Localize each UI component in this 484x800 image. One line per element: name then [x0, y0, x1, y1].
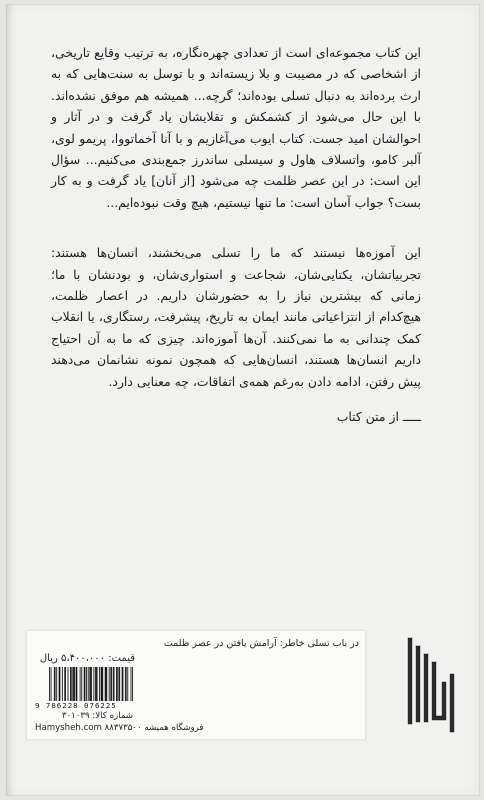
item-code: شماره کالا: ۳۰۱۰۳۹	[61, 711, 133, 721]
barcode-bar	[85, 667, 86, 701]
publisher-logo-icon	[404, 626, 464, 730]
barcode-bar	[123, 667, 124, 701]
barcode-bar	[76, 667, 77, 701]
blurb-paragraph-1: این کتاب مجموعه‌ای است از تعدادی چهره‌نگاره، به ترتیب وقایع تاریخی، از اشخاصی که در مصیبت و بلا زیسته‌اند و با توسل به سنت‌هایی که به ارث برده‌اند به دنبال تسلی بوده‌اند؛ گرچه... همیشه هم موفق نشده‌اند. با این حال می‌شود از کشمکش و تقلایشان یاد گرفت و در آثار و احوالشان امید جست. کتاب ایوب می‌آغازیم و با آنا آخماتووا، پریمو لوی، آلبر کامو، واتسلاف هاول و سیسلی ساندرز جمع‌بندی می‌کنیم... سؤال این است: در این عصر ظلمت چه می‌شود [از آنان] یاد گرفت و به کار بست؟ جواب آسان است: ما تنها نیستیم، هیچ وقت نبوده‌ایم...	[51, 45, 421, 210]
barcode-bar	[122, 667, 123, 701]
barcode-bar	[110, 667, 111, 701]
barcode-bar	[71, 667, 72, 701]
blurb-text	[51, 42, 421, 428]
barcode-bar	[132, 667, 133, 701]
barcode-bar	[86, 667, 87, 701]
barcode-bar	[65, 667, 66, 701]
barcode-bar	[106, 667, 107, 701]
barcode-bar	[51, 667, 52, 701]
barcode-bar	[80, 667, 81, 701]
sticker-book-title: در باب تسلی خاطر: آرامش یافتن در عصر ظلمت	[163, 638, 359, 649]
barcode-bar	[125, 667, 126, 701]
barcode-bar	[131, 667, 132, 701]
barcode-bar	[101, 667, 102, 701]
barcode-bar	[89, 667, 90, 701]
barcode-bar	[117, 667, 118, 701]
barcode-bar	[68, 667, 69, 701]
barcode-bar	[62, 667, 63, 701]
barcode-bar	[109, 667, 110, 701]
barcode-bar	[55, 667, 56, 701]
barcode-bar	[76, 667, 77, 701]
barcode-bar	[60, 667, 61, 701]
barcode-bar	[102, 667, 103, 701]
isbn-digits: 9 786228 076225	[35, 701, 117, 710]
barcode-bar	[49, 667, 50, 701]
barcode-bar	[99, 667, 100, 701]
barcode-bar	[118, 667, 119, 701]
barcode-sticker	[26, 630, 366, 740]
blurb-paragraph-2: این آموزه‌ها نیستند که ما را تسلی می‌بخشند، انسان‌ها هستند: تجربیاتشان، یکتایی‌شان، شجاعت و استواری‌شان، و بودنشان با ما؛ زمانی که بیشترین نیاز را به حضورشان داریم. در اعصار ظلمت، هیچ‌کدام از انتزاعیاتی مانند ایمان به تاریخ، پیشرفت، رستگاری، یا انقلاب کمک چندانی به ما نمی‌کنند. آن‌ها آموزه‌اند. چیزی که ما به آن احتیاج داریم انسان‌ها هستند، انسان‌هایی که همچون نمونه نشانمان می‌دهند پیش رفتن، ادامه دادن به‌رغم همه‌ی اتفاقات، چه معنایی دارد.	[51, 245, 421, 389]
barcode-bar	[93, 667, 94, 701]
barcode-bar	[59, 667, 60, 701]
sticker-price: قیمت: ۵،۴۰۰،۰۰۰ ریال	[39, 653, 135, 664]
barcode-bar	[127, 667, 128, 701]
barcode-bar	[116, 667, 117, 701]
barcode-bar	[56, 667, 57, 701]
barcode-bar	[84, 667, 85, 701]
barcode-bar	[64, 667, 65, 701]
barcode-bar	[119, 667, 120, 701]
barcode-bar	[114, 667, 115, 701]
barcode-bar	[90, 667, 91, 701]
isbn-barcode	[49, 667, 133, 701]
barcode-bar	[91, 667, 92, 701]
shop-name: Hamysheh.com فروشگاه همیشه ۸۸۳۷۳۵۰۰	[35, 723, 204, 733]
barcode-bar	[126, 667, 127, 701]
barcode-bar	[95, 667, 96, 701]
barcode-bar	[106, 667, 107, 701]
barcode-bar	[72, 667, 73, 701]
blurb-source: ـــــ از متن کتاب	[336, 409, 421, 425]
barcode-bar	[74, 667, 75, 701]
barcode-bar	[105, 667, 106, 701]
barcode-bar	[70, 667, 71, 701]
barcode-bar	[88, 667, 89, 701]
barcode-bar	[97, 667, 98, 701]
barcode-bar	[102, 667, 103, 701]
barcode-bar	[96, 667, 97, 701]
spine-shadow	[6, 4, 14, 796]
barcode-bar	[113, 667, 114, 701]
barcode-bar	[81, 667, 82, 701]
barcode-bar	[73, 667, 74, 701]
barcode-bar	[111, 667, 112, 701]
barcode-bar	[54, 667, 55, 701]
